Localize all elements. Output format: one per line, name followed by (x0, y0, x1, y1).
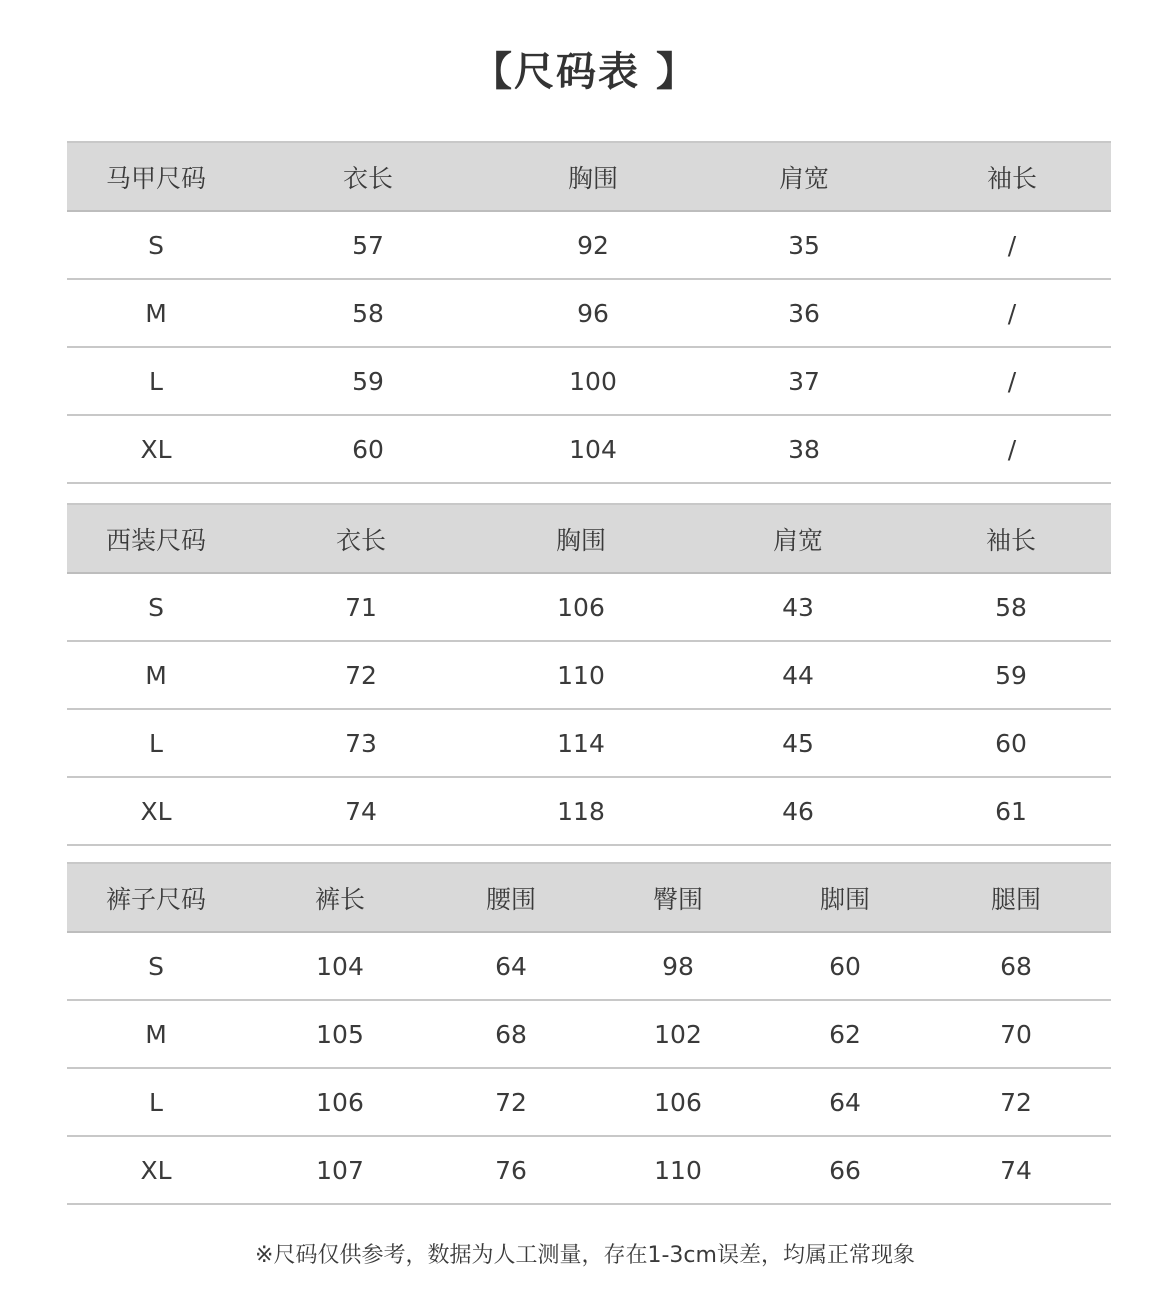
cell-size: M (67, 641, 245, 709)
cell-value: / (913, 415, 1111, 483)
cell-size: M (67, 1000, 245, 1068)
header-size: 马甲尺码 (67, 142, 245, 211)
header-length: 衣长 (245, 142, 491, 211)
header-hip: 臀围 (587, 863, 769, 932)
pants-size-table (67, 862, 1111, 1205)
cell-size: M (67, 279, 245, 347)
cell-value: 68 (921, 932, 1111, 1000)
table-row (67, 415, 1111, 483)
cell-value: 110 (587, 1136, 769, 1204)
cell-value: 100 (491, 347, 695, 415)
cell-size: S (67, 211, 245, 279)
table-row (67, 1136, 1111, 1204)
table-header-row (67, 863, 1111, 932)
table-row (67, 641, 1111, 709)
cell-value: 106 (477, 573, 685, 641)
cell-value: 60 (911, 709, 1111, 777)
cell-value: 35 (695, 211, 913, 279)
cell-value: 74 (245, 777, 477, 845)
cell-value: 66 (769, 1136, 921, 1204)
header-hem: 脚围 (769, 863, 921, 932)
cell-value: 59 (245, 347, 491, 415)
header-pants-length: 裤长 (245, 863, 435, 932)
cell-value: / (913, 279, 1111, 347)
cell-value: 44 (685, 641, 911, 709)
cell-value: 45 (685, 709, 911, 777)
table-row (67, 709, 1111, 777)
cell-value: 70 (921, 1000, 1111, 1068)
table-row (67, 932, 1111, 1000)
table-row (67, 347, 1111, 415)
cell-value: 96 (491, 279, 695, 347)
header-sleeve: 袖长 (911, 504, 1111, 573)
cell-size: L (67, 709, 245, 777)
cell-value: 105 (245, 1000, 435, 1068)
cell-value: 58 (245, 279, 491, 347)
table-header-row (67, 504, 1111, 573)
cell-value: 72 (435, 1068, 587, 1136)
table-row (67, 777, 1111, 845)
cell-size: XL (67, 777, 245, 845)
cell-value: 106 (245, 1068, 435, 1136)
cell-value: 43 (685, 573, 911, 641)
table-row (67, 1000, 1111, 1068)
header-size: 裤子尺码 (67, 863, 245, 932)
cell-value: 118 (477, 777, 685, 845)
cell-size: S (67, 573, 245, 641)
cell-value: 92 (491, 211, 695, 279)
cell-value: 57 (245, 211, 491, 279)
cell-value: 71 (245, 573, 477, 641)
cell-size: L (67, 347, 245, 415)
table-row (67, 211, 1111, 279)
cell-value: 37 (695, 347, 913, 415)
cell-value: 98 (587, 932, 769, 1000)
cell-value: 76 (435, 1136, 587, 1204)
cell-value: 74 (921, 1136, 1111, 1204)
cell-value: 59 (911, 641, 1111, 709)
cell-size: XL (67, 415, 245, 483)
cell-value: 104 (491, 415, 695, 483)
header-chest: 胸围 (491, 142, 695, 211)
table-header-row (67, 142, 1111, 211)
suit-size-table (67, 503, 1111, 846)
vest-size-table (67, 141, 1111, 484)
cell-value: 72 (245, 641, 477, 709)
cell-value: 38 (695, 415, 913, 483)
table-row (67, 573, 1111, 641)
cell-size: XL (67, 1136, 245, 1204)
header-length: 衣长 (245, 504, 477, 573)
header-shoulder: 肩宽 (695, 142, 913, 211)
cell-value: 72 (921, 1068, 1111, 1136)
cell-value: 64 (435, 932, 587, 1000)
cell-size: L (67, 1068, 245, 1136)
table-row (67, 1068, 1111, 1136)
page-title: 【尺码表 】 (472, 49, 698, 95)
cell-value: 102 (587, 1000, 769, 1068)
cell-value: 60 (245, 415, 491, 483)
disclaimer-note: ※尺码仅供参考，数据为人工测量，存在1-3cm误差，均属正常现象 (255, 1243, 915, 1268)
cell-value: 114 (477, 709, 685, 777)
cell-value: 60 (769, 932, 921, 1000)
cell-value: 73 (245, 709, 477, 777)
header-sleeve: 袖长 (913, 142, 1111, 211)
cell-value: 68 (435, 1000, 587, 1068)
cell-value: 62 (769, 1000, 921, 1068)
cell-value: 36 (695, 279, 913, 347)
header-shoulder: 肩宽 (685, 504, 911, 573)
cell-value: / (913, 347, 1111, 415)
cell-value: 46 (685, 777, 911, 845)
header-thigh: 腿围 (921, 863, 1111, 932)
cell-size: S (67, 932, 245, 1000)
table-row (67, 279, 1111, 347)
cell-value: 104 (245, 932, 435, 1000)
cell-value: 110 (477, 641, 685, 709)
cell-value: 61 (911, 777, 1111, 845)
cell-value: 58 (911, 573, 1111, 641)
header-size: 西装尺码 (67, 504, 245, 573)
cell-value: / (913, 211, 1111, 279)
header-waist: 腰围 (435, 863, 587, 932)
cell-value: 107 (245, 1136, 435, 1204)
cell-value: 64 (769, 1068, 921, 1136)
cell-value: 106 (587, 1068, 769, 1136)
header-chest: 胸围 (477, 504, 685, 573)
